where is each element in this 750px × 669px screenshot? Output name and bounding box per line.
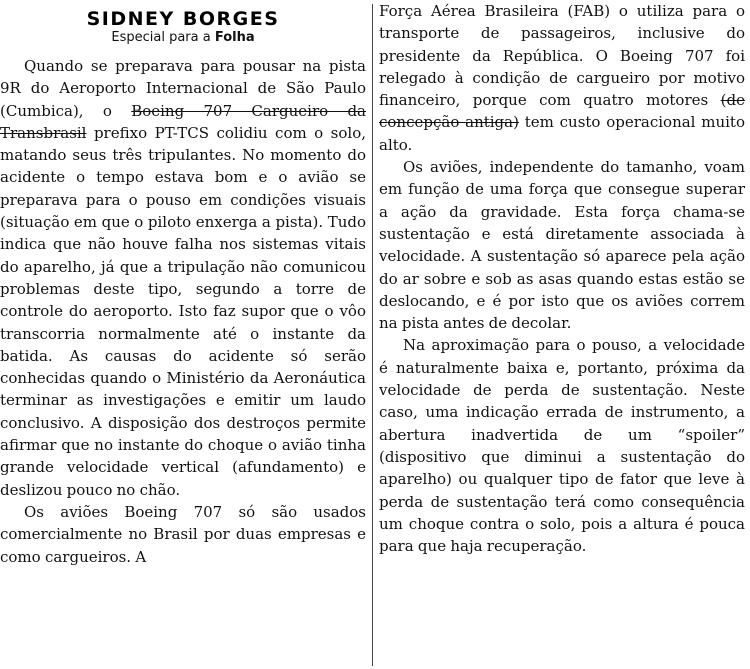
article-paragraph-1 bbox=[0, 55, 366, 501]
article-paragraph-3 bbox=[379, 0, 745, 156]
right-column bbox=[379, 0, 745, 557]
article-paragraph-4: Os aviões, independente do tamanho, voam em função de uma força que consegue superar a ação da gravidade. Esta força chama-se sustentação e está diretamente associada à velocidade. A sustentação só aparece pela ação do ar sobre e sob as asas quando estas estão se deslocando, e é por isto que os aviões correm na pista antes de decolar. bbox=[379, 158, 745, 333]
byline: SIDNEY BORGES bbox=[86, 8, 280, 30]
paragraph-3-struck-text: (de concepção antiga) bbox=[379, 91, 745, 132]
paragraph-1-text-a: Quando se preparava para pousar na pista 9R do Aeroporto Internacional de São Paulo (Cumbica), o bbox=[0, 57, 366, 120]
paragraph-3-text-a: Força Aérea Brasileira (FAB) o utiliza para o transporte de passageiros, inclusive do presidente da República. O Boeing 707 foi relegado à condição de cargueiro por motivo financeiro, porque com quatro motores bbox=[379, 2, 745, 110]
article-paragraph-5: Na aproximação para o pouso, a velocidade é naturalmente baixa e, portanto, próxima da velocidade de perda de sustentação. Neste caso, uma indicação errada de instrumento, a abertura inadvertida de um “spoiler” (dispositivo que diminui a sustentação do aparelho) ou qualquer tipo de fator que leve à perda de sustentação terá como consequência um choque contra o solo, pois a altura é pouca para que haja recuperação. bbox=[379, 336, 745, 556]
article-paragraph-2: Os aviões Boeing 707 só são usados comercialmente no Brasil por duas empresas e como cargueiros. A bbox=[0, 502, 366, 566]
subtitle-paper-name: Folha bbox=[214, 30, 255, 45]
left-column bbox=[0, 0, 366, 568]
paragraph-3-text-b: tem custo operacional muito alto. bbox=[379, 113, 745, 154]
paragraph-1-struck-text: Boeing 707 Cargueiro da Transbrasil bbox=[0, 101, 366, 142]
byline-subtitle bbox=[0, 30, 366, 46]
column-divider bbox=[372, 4, 373, 666]
paragraph-1-text-b: prefixo PT-TCS colidiu com o solo, matando seus três tripulantes. No momento do acidente o tempo estava bom e o avião se preparava para o pouso em condições visuais (situação em que o piloto enxerga a pista). Tudo indica que não houve falha nos sistemas vitais do aparelho, já que a tripulação não comunicou problemas deste tipo, segundo a torre de controle do aeroporto. Isto faz supor que o vôo transcorria normalmente até o instante da batida. As causas do acidente só serão conhecidas quando o Ministério da Aeronáutica terminar as investigações e emitir um laudo conclusivo. A disposição dos destroços permite afirmar que no instante do choque o avião tinha grande velocidade vertical (afundamento) e deslizou pouco no chão. bbox=[0, 123, 366, 499]
subtitle-prefix: Especial para a bbox=[111, 30, 211, 45]
